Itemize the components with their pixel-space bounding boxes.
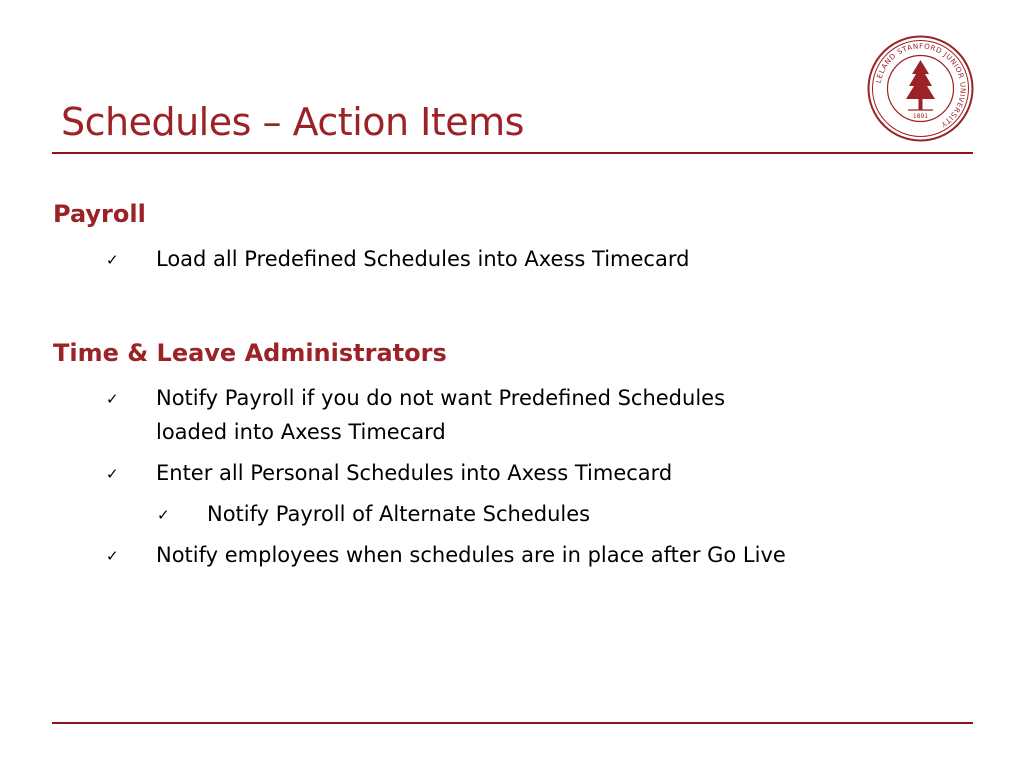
- list-item-text: Enter all Personal Schedules into Axess Timecard: [156, 461, 673, 485]
- checkmark-icon: ✓: [106, 251, 119, 269]
- checkmark-icon: ✓: [106, 547, 119, 565]
- checkmark-icon: ✓: [106, 465, 119, 483]
- section-heading-administrators: Time & Leave Administrators: [53, 339, 447, 367]
- checkmark-icon: ✓: [106, 390, 119, 408]
- seal-ring-text: LELAND STANFORD JUNIOR UNIVERSITY: [873, 41, 968, 130]
- list-item-text-line1: Notify Payroll if you do not want Predefined Schedules: [156, 386, 726, 410]
- checkmark-icon: ✓: [157, 506, 170, 524]
- list-item-text-line2: loaded into Axess Timecard: [156, 420, 446, 444]
- seal-year: 1891: [912, 113, 929, 120]
- section-heading-payroll: Payroll: [53, 200, 146, 228]
- list-item-text: Notify employees when schedules are in place after Go Live: [156, 543, 786, 567]
- university-seal-icon: [866, 34, 975, 143]
- title-rule: [52, 152, 973, 154]
- footer-rule: [52, 722, 973, 724]
- slide-title: Schedules – Action Items: [61, 100, 524, 144]
- list-item-text: Load all Predefined Schedules into Axess Timecard: [156, 247, 690, 271]
- list-item-text: Notify Payroll of Alternate Schedules: [207, 502, 591, 526]
